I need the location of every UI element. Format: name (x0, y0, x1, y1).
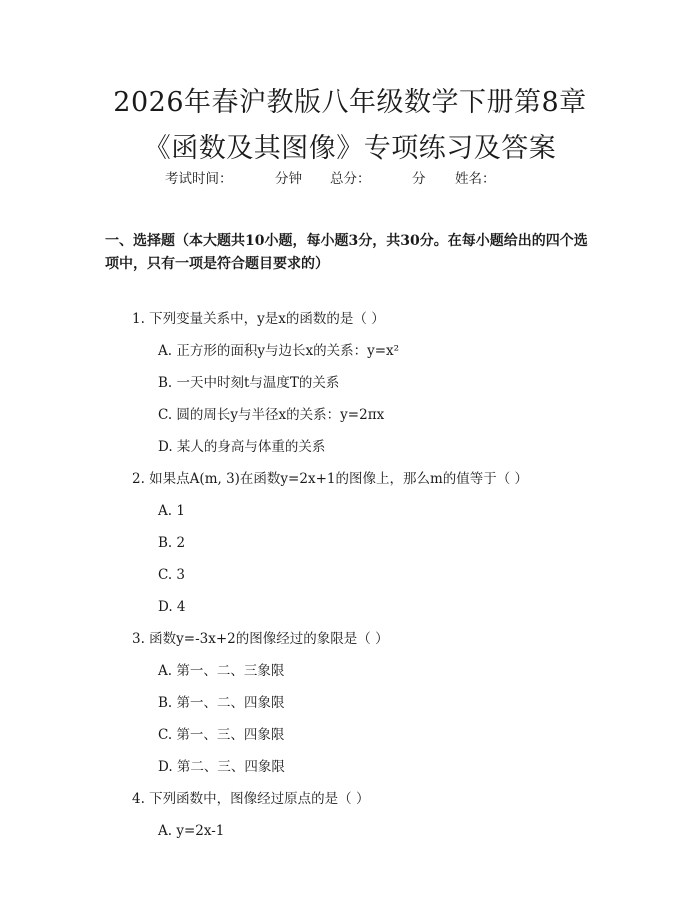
score-unit: 分 (412, 171, 426, 187)
question-3-option-a: A. 第一、二、三象限 (158, 663, 285, 679)
question-1-option-a: A. 正方形的面积y与边长x的关系：y=x² (158, 343, 400, 359)
question-4: 4. 下列函数中，图像经过原点的是（ ） (132, 791, 370, 807)
question-2-option-d: D. 4 (158, 599, 186, 615)
question-1-option-d: D. 某人的身高与体重的关系 (158, 439, 326, 455)
question-2-option-a: A. 1 (158, 503, 185, 519)
question-2-option-c: C. 3 (158, 567, 186, 583)
question-3-option-d: D. 第二、三、四象限 (158, 759, 285, 775)
section-heading-choice: 一、选择题（本大题共10小题，每小题3分，共30分。在每小题给出的四个选项中，只有一项是符合题目要求的） (105, 233, 588, 272)
question-3-option-c: C. 第一、三、四象限 (158, 727, 285, 743)
score-label: 总分： (330, 171, 371, 187)
time-unit: 分钟 (275, 171, 302, 187)
name-label: 姓名： (455, 171, 496, 187)
document-title: 2026年春沪教版八年级数学下册第8章《函数及其图像》专项练习及答案 (113, 87, 587, 164)
question-1: 1. 下列变量关系中，y是x的函数的是（ ） (132, 311, 385, 327)
question-3: 3. 函数y=-3x+2的图像经过的象限是（ ） (132, 631, 389, 647)
question-2-option-b: B. 2 (158, 535, 186, 551)
question-1-option-b: B. 一天中时刻t与温度T的关系 (158, 375, 340, 391)
question-4-option-a: A. y=2x-1 (158, 823, 225, 839)
question-1-option-c: C. 圆的周长y与半径x的关系：y=2πx (158, 407, 385, 423)
question-3-option-b: B. 第一、二、四象限 (158, 695, 285, 711)
question-2: 2. 如果点A(m, 3)在函数y=2x+1的图像上，那么m的值等于（ ） (132, 471, 529, 487)
time-label: 考试时间： (165, 171, 233, 187)
